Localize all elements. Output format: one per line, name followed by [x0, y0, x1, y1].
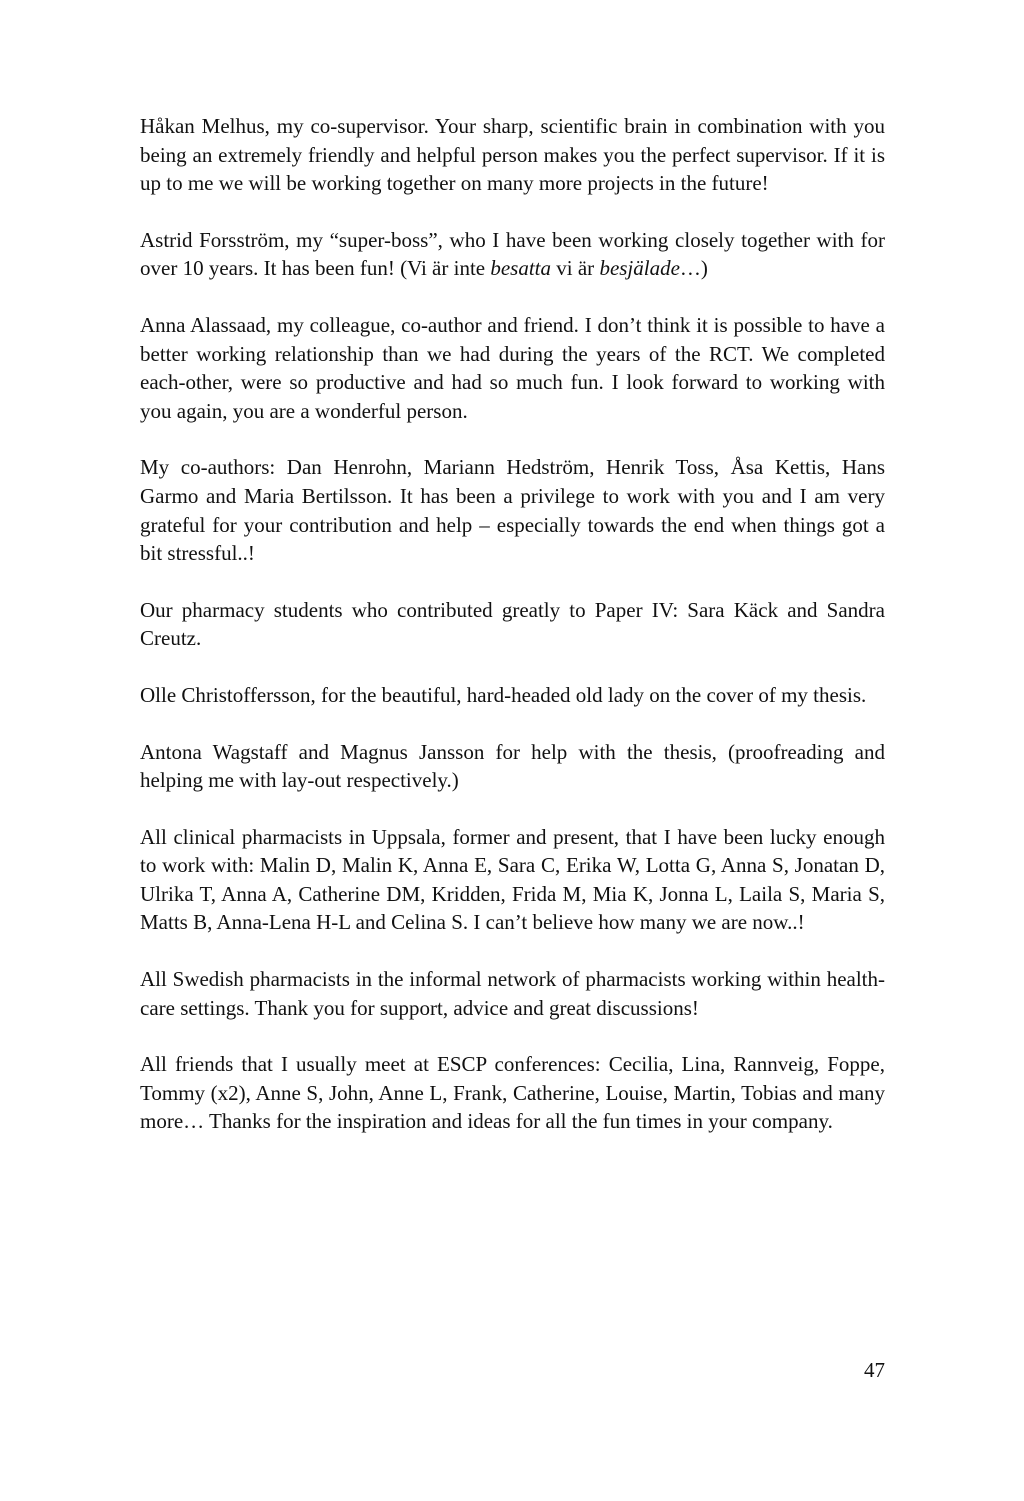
paragraph-text: All Swedish pharmacists in the informal network of pharmacists working within health-care settings. Thank you for support, advice and great discussions!: [140, 967, 885, 1020]
paragraph-text: Astrid Forsström, my “super-boss”, who I have been working closely together with for over 10 years. It has been fun! (Vi är inte: [140, 227, 885, 281]
italic-text: besjälade: [599, 256, 680, 281]
paragraph-text: All clinical pharmacists in Uppsala, former and present, that I have been lucky enough to work with: Malin D, Malin K, Anna E, Sara C, Erika W, Lotta G, Anna S, Jonatan D, Ulrika T, Anna A, Catherine DM, Kridden, Frida M, Mia K, Jonna L, Laila S, Maria S, Matts B, Anna-Lena H-L and Celina S. I can’t believe how many we are now..!: [140, 824, 885, 935]
paragraph-text: vi är: [551, 256, 600, 281]
page-body: [140, 112, 885, 1164]
paragraph-co-authors: [140, 453, 885, 567]
paragraph-antona-wagstaff: [140, 738, 885, 795]
paragraph-text: My co-authors: Dan Henrohn, Mariann Hedström, Henrik Toss, Åsa Kettis, Hans Garmo and Maria Bertilsson. It has been a privilege to work with you and I am very grateful for your contribution and help – especially towards the end when things got a bit stressful..!: [140, 455, 885, 566]
paragraph-astrid-forsstrom: [140, 226, 885, 283]
paragraph-text: Our pharmacy students who contributed greatly to Paper IV: Sara Käck and Sandra Creutz.: [140, 597, 885, 651]
paragraph-text: Håkan Melhus, my co-supervisor. Your sharp, scientific brain in combination with you being an extremely friendly and helpful person makes you the perfect supervisor. If it is up to me we will be working together on many more projects in the future!: [140, 114, 885, 196]
italic-text: besatta: [490, 256, 552, 281]
paragraph-olle-christoffersson: [140, 681, 885, 710]
paragraph-text: Olle Christoffersson, for the beautiful, hard-headed old lady on the cover of my thesis.: [140, 682, 867, 707]
paragraph-escp-friends: [140, 1050, 885, 1136]
paragraph-text: Antona Wagstaff and Magnus Jansson for help with the thesis, (proofreading and helping me with lay-out respectively.): [140, 739, 885, 793]
paragraph-text: …): [679, 256, 708, 281]
paragraph-hakan-melhus: [140, 112, 885, 198]
paragraph-anna-alassaad: [140, 311, 885, 425]
paragraph-clinical-pharmacists: [140, 823, 885, 937]
paragraph-text: Anna Alassaad, my colleague, co-author and friend. I don’t think it is possible to have a better working relationship than we had during the years of the RCT. We completed each-other, were so productive and had so much fun. I look forward to working with you again, you are a wonderful person.: [140, 312, 885, 423]
paragraph-text: All friends that I usually meet at ESCP conferences: Cecilia, Lina, Rannveig, Foppe, Tommy (x2), Anne S, John, Anne L, Frank, Catherine, Louise, Martin, Tobias and many more… Thanks for the inspiration and ideas for all the fun times in your company.: [140, 1052, 885, 1134]
page-number: 47: [864, 1358, 885, 1382]
paragraph-pharmacy-students: [140, 596, 885, 653]
paragraph-swedish-pharmacists: [140, 965, 885, 1022]
